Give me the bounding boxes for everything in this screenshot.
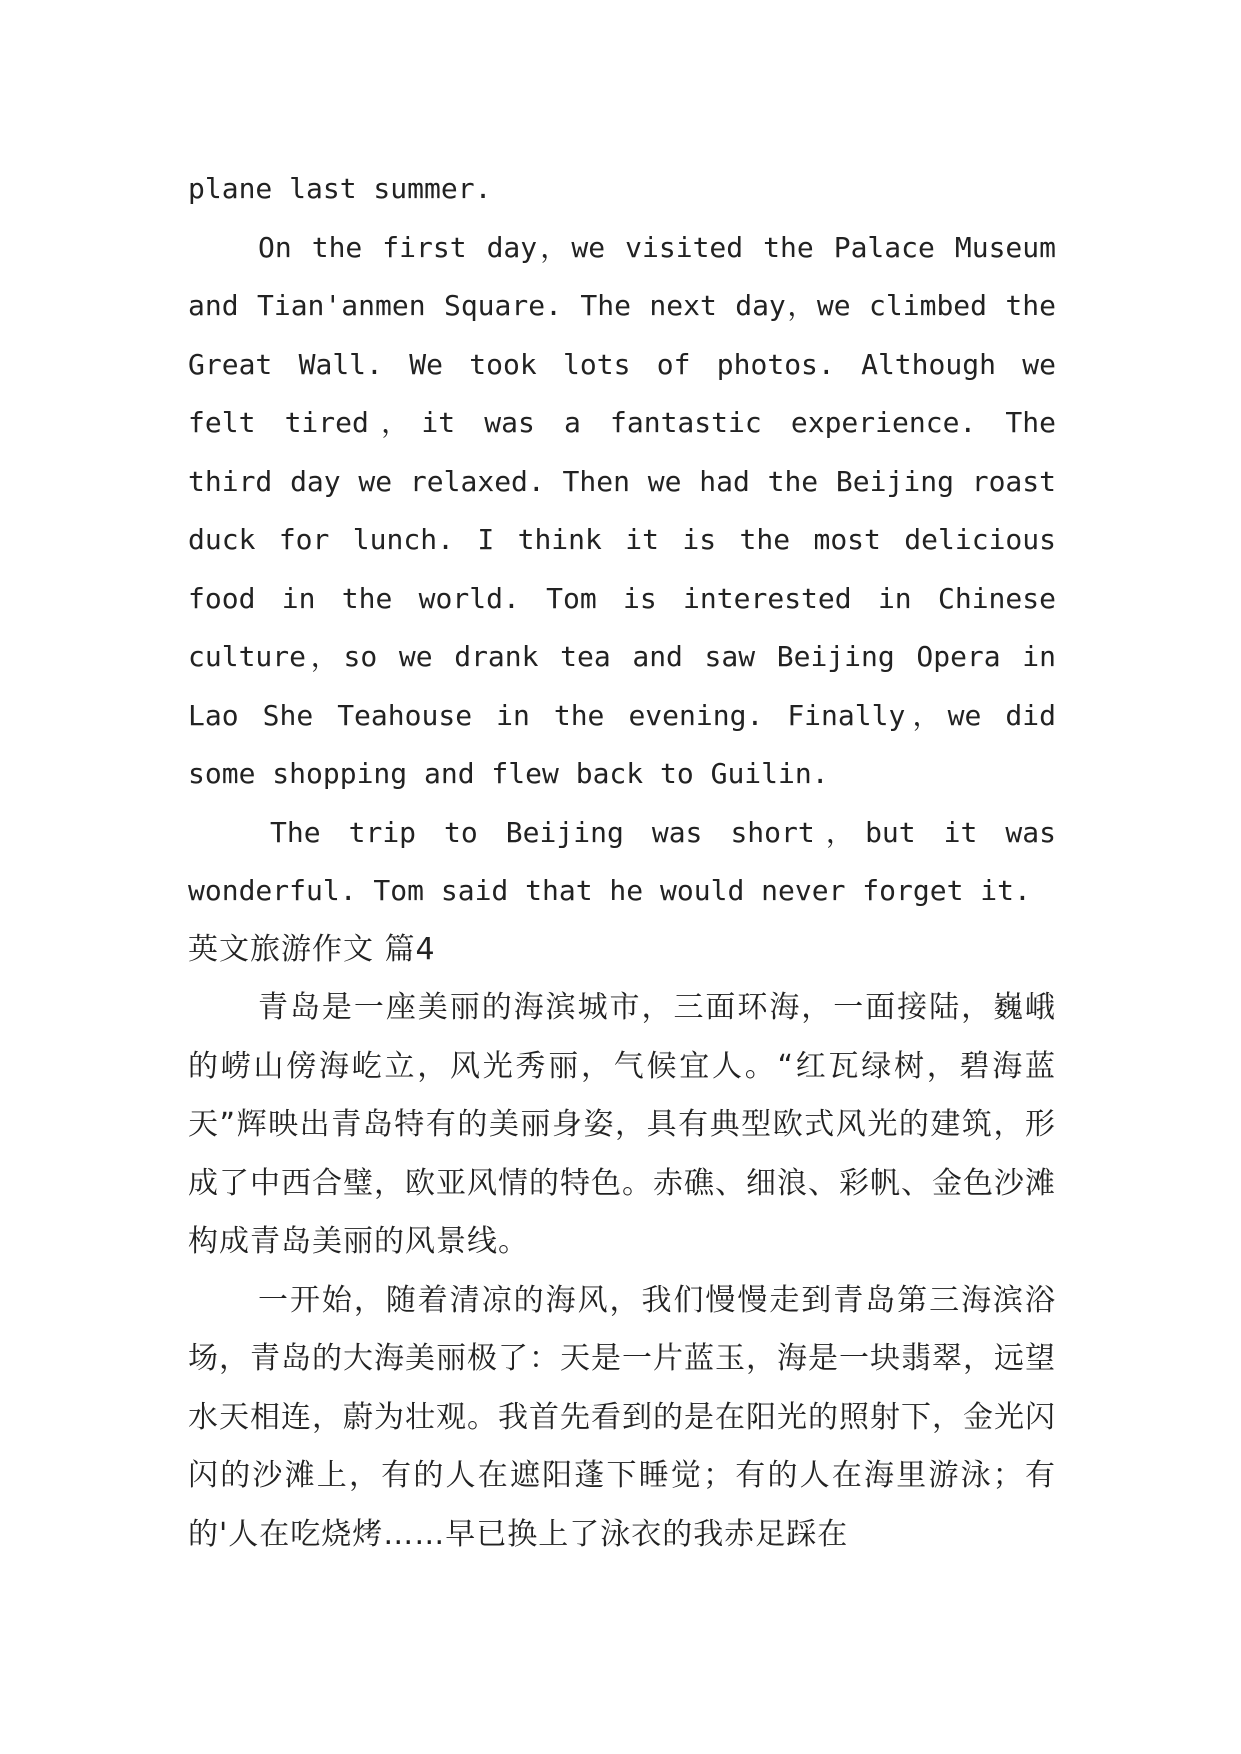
paragraph-trip-summary: The trip to Beijing was short，but it was wonderful. Tom said that he would never forget it.	[188, 815, 1056, 907]
paragraph-qingdao-intro: 青岛是一座美丽的海滨城市，三面环海，一面接陆，巍峨的崂山傍海屹立，风光秀丽，气候宜人。“红瓦绿树，碧海蓝天”辉映出青岛特有的美丽身姿，具有典型欧式风光的建筑，形成了中西合璧，欧亚风情的特色。赤礁、细浪、彩帆、金色沙滩构成青岛美丽的风景线。	[188, 990, 1056, 1259]
document-body	[188, 160, 1056, 1564]
section-heading: 英文旅游作文 篇4	[188, 931, 436, 967]
paragraph-continuation: plane last summer.	[188, 172, 492, 205]
paragraph-trip-days: On the first day，we visited the Palace Museum and Tian'anmen Square. The next day，we climbed the Great Wall. We took lots of photos. Although we felt tired，it was a fantastic experience. The third day we relaxed. Then we had the Beijing roast duck for lunch. I think it is the most delicious food in the world. Tom is interested in Chinese culture，so we drank tea and saw Beijing Opera in Lao She Teahouse in the evening. Finally，we did some shopping and flew back to Guilin.	[188, 230, 1056, 790]
paragraph-qingdao-beach: 一开始，随着清凉的海风，我们慢慢走到青岛第三海滨浴场，青岛的大海美丽极了：天是一片蓝玉，海是一块翡翠，远望水天相连，蔚为壮观。我首先看到的是在阳光的照射下，金光闪闪的沙滩上，有的人在遮阳蓬下睡觉；有的人在海里游泳；有的'人在吃烧烤……早已换上了泳衣的我赤足踩在	[188, 1282, 1056, 1552]
